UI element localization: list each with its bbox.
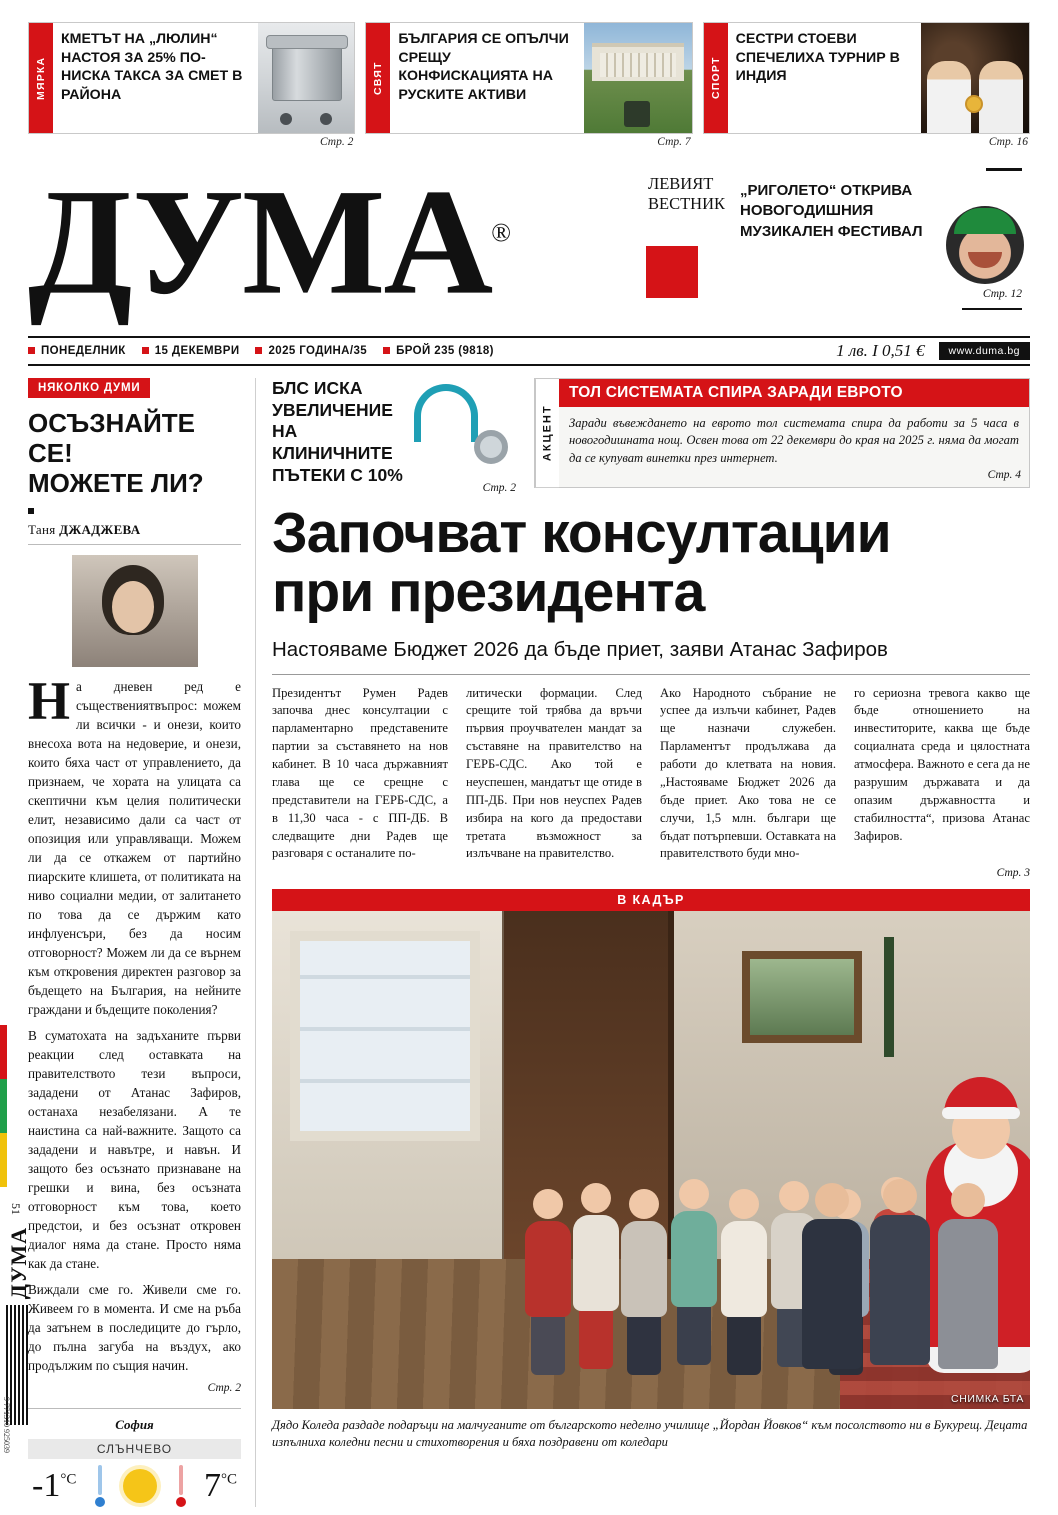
logo-text: ДУМА <box>28 157 492 326</box>
lead-paragraph: Ако Народното събрание не успее да излъчи кабинет, Радев ще назначи служебен. Парламентът продължава да работи до клетвата на новия. „Настояваме Бюджет 2026 да бъде приет. Ако това не се случи, 1,5 млн. българи ще бъдат потърпевши. Оставката на правителството буди мно- <box>660 685 836 861</box>
teaser-item[interactable] <box>365 22 692 134</box>
newspaper-front-page <box>0 22 1058 1515</box>
promo-text: „РИГОЛЕТО“ ОТКРИВА НОВОГОДИШНИЯ МУЗИКАЛЕН ФЕСТИВАЛ <box>740 182 923 240</box>
editorial-kicker: НЯКОЛКО ДУМИ <box>28 378 150 398</box>
teaser-page: Стр. 16 <box>988 136 1028 148</box>
teaser-page: Стр. 7 <box>657 136 691 148</box>
divider <box>986 168 1022 171</box>
secondary-teasers <box>272 378 1030 495</box>
editorial-body <box>28 671 241 1375</box>
thermometer-warm-icon <box>175 1465 187 1507</box>
accent-text: Заради въвеждането на еврото тол системата спира да работи за 5 часа в новогодишната нощ. Освен това от 22 декември до края на 2025 г. няма да могат да се купуват винетки през интернет. <box>569 416 1019 465</box>
lead-paragraph: го сериозна тревога какво ще бъде отношението на инвеститорите, каква ще бъде социалната среда и цялостната атмосфера. Важното е сега да не разрушим държавата и да опазим държавността и стабилността“, призова Атанас Зафиров. <box>854 685 1030 843</box>
accent-headline: ТОЛ СИСТЕМАТА СПИРА ЗАРАДИ ЕВРОТО <box>559 379 1029 407</box>
teaser-item[interactable] <box>703 22 1030 134</box>
teaser-text: КМЕТЪТ НА „ЛЮЛИН“ НАСТОЯ ЗА 25% ПО-НИСКА ТАКСА ЗА СМЕТ В РАЙОНА <box>61 31 243 104</box>
barcode-number: 9 771310 925039 <box>2 1397 11 1453</box>
teaser-tag: МЯРКА <box>29 23 53 133</box>
promo-page: Стр. 12 <box>982 288 1022 300</box>
lead-headline-line-2: при президента <box>272 559 705 624</box>
parliament-building-photo <box>584 23 692 133</box>
logo-red-square <box>646 246 698 298</box>
lead-page: Стр. 3 <box>996 866 1030 879</box>
lead-story-column <box>256 378 1030 1507</box>
slogan-line-2: ВЕСТНИК <box>648 194 726 214</box>
photo-caption: Дядо Коледа раздаде подаръци на малчуганите от българското неделно училище „Йордан Йовков“ към посолството ни в Букурещ. Децата изпълниха коледни песни и стихотворения и бяха поздравени от коледари <box>272 1417 1028 1450</box>
lead-paragraph: Президентът Румен Радев започва днес консултации с парламентарно представените партии за съставянето на нов кабинет. В 10 часа държавният глава ще се срещне с представители на ГЕРБ-СДС, а в 11,30 часа - с ПП-ДБ. В следващите дни Радев ще разговаря с останалите по- <box>272 685 448 861</box>
bls-teaser[interactable] <box>272 378 520 495</box>
editorial-paragraph: На дневен ред е съществениятвъпрос: можем ли всички - и онези, които внесоха вота на недоверие, и онези, които бяха част от управлението, да признаем, че хората на улицата са скептични към целия политически елит, независимо дали са част от опозиция или управляващи. Можем ли да се откажем от партийно пиарските клишета, от политиката на ниво социални медии, от залитането по това да се държим като инфлуенсъри, без да носим отговорност? Можем ли да се върнем към откровения директен разговор за бъдещето на България, на нейните граждани и бъдещите поколения? <box>28 671 241 1018</box>
santa-claus-with-children-photo <box>272 911 1030 1409</box>
author-first-name: Таня <box>28 522 56 538</box>
weather-low: $-1^{^\circ C}$ <box>32 1467 77 1505</box>
editorial-title <box>28 408 241 498</box>
bls-teaser-text: БЛС ИСКА УВЕЛИЧЕНИЕ НА КЛИНИЧНИТЕ ПЪТЕКИ С 10% <box>272 378 403 485</box>
teaser-page: Стр. 2 <box>319 136 354 148</box>
editorial-paragraph: В суматохата на задъханите първи реакции след оставката на правителството тези въпроси, зададени от Атанас Зафиров, останаха незабелязани. А те наистина са най-важните. Защото са зададени и навътре, и навън. И защото без осъзнато признаване на грешки и вина, без осъзната отговорност към това, което предстои, и без осъзнат откровен диалог няма да стане. Просто няма как да стане. <box>28 1028 241 1272</box>
teaser-tag: СВЯТ <box>366 23 390 133</box>
weather-city: София <box>115 1417 154 1433</box>
accent-page: Стр. 4 <box>987 469 1021 482</box>
weather-condition: СЛЪНЧЕВО <box>28 1439 241 1459</box>
editorial-paragraph: Виждали сме го. Живели сме го. Живеем го в момента. И сме на ръба да затънем в последиците до гърло, до пълна загуба на въздух, ако продължим по същия начин. <box>28 1282 241 1374</box>
editorial-title-line-2: МОЖЕТЕ ЛИ? <box>28 468 204 499</box>
accent-box[interactable] <box>534 378 1030 488</box>
editorial-title-line-1: ОСЪЗНАЙТЕ СЕ! <box>28 408 196 469</box>
masthead-slogan <box>648 174 725 214</box>
teaser-text: СЕСТРИ СТОЕВИ СПЕЧЕЛИХА ТУРНИР В ИНДИЯ <box>735 31 900 85</box>
teaser-text: БЪЛГАРИЯ СЕ ОПЪЛЧИ СРЕЩУ КОНФИСКАЦИЯТА НА РУСКИТЕ АКТИВИ <box>398 31 569 104</box>
sun-icon <box>123 1469 157 1503</box>
photo-section-label: В КАДЪР <box>272 889 1030 911</box>
lead-subhead: Настояваме Бюджет 2026 да бъде приет, заяви Атанас Зафиров <box>272 637 888 661</box>
registered-mark: ® <box>491 218 509 247</box>
website-url[interactable]: www.duma.bg <box>939 342 1030 360</box>
issue-date: 15 ДЕКЕМВРИ <box>142 345 240 357</box>
stethoscope-icon <box>408 378 520 470</box>
issue-number: БРОЙ 235 (9818) <box>383 345 494 357</box>
decorative-square <box>28 508 34 514</box>
author-last-name: ДЖАДЖЕВА <box>59 522 141 538</box>
issue-day: ПОНЕДЕЛНИК <box>28 345 126 357</box>
editorial-page: Стр. 2 <box>207 1382 241 1395</box>
author-portrait <box>72 555 198 667</box>
adults-group <box>800 1129 1020 1369</box>
teaser-item[interactable] <box>28 22 355 134</box>
spine-color-bars <box>0 1025 7 1185</box>
lead-headline-line-1: Започват консултации <box>272 501 891 566</box>
photo-credit: СНИМКА БТА <box>951 1392 1024 1405</box>
editorial-column <box>28 378 256 1507</box>
main-content <box>28 378 1030 1507</box>
spine-title: ДУМА <box>6 1226 31 1299</box>
garbage-bin-photo <box>258 23 354 133</box>
slogan-line-1: ЛЕВИЯТ <box>648 174 714 193</box>
teaser-strip <box>28 22 1030 134</box>
divider <box>962 308 1022 310</box>
editorial-byline <box>28 522 241 538</box>
lead-paragraph: литически формации. След срещите той трябва да връчи първия проучвателен мандат за съставяне на правителство на ГЕРБ-СДС. Ако той е неуспешен, мандатът ще отиде в ПП-ДБ. При нов неуспех Радев избира на кого да предостави третата възможност за излъчване на правителство. <box>466 685 642 861</box>
spine-number: 51 <box>9 1203 23 1215</box>
masthead <box>28 157 1030 332</box>
opera-singer-portrait <box>946 206 1024 284</box>
lead-body <box>272 685 1030 865</box>
issue-price: 1 лв. I 0,51 € <box>836 341 925 360</box>
divider <box>272 674 1030 675</box>
issue-year: 2025 ГОДИНА/35 <box>255 345 367 357</box>
teaser-tag: СПОРТ <box>704 23 728 133</box>
promo-box[interactable] <box>740 168 1030 300</box>
accent-tag: АКЦЕНТ <box>535 379 559 487</box>
issue-info-bar <box>28 336 1030 366</box>
lead-headline <box>272 501 1030 624</box>
divider <box>28 544 241 545</box>
bls-teaser-page: Стр. 2 <box>482 482 516 495</box>
badminton-players-photo <box>921 23 1029 133</box>
teaser-pages <box>28 134 1030 148</box>
thermometer-cold-icon <box>94 1465 106 1507</box>
newspaper-logo[interactable] <box>28 157 509 326</box>
weather-high: $7^{^\circ C}$ <box>203 1467 237 1505</box>
